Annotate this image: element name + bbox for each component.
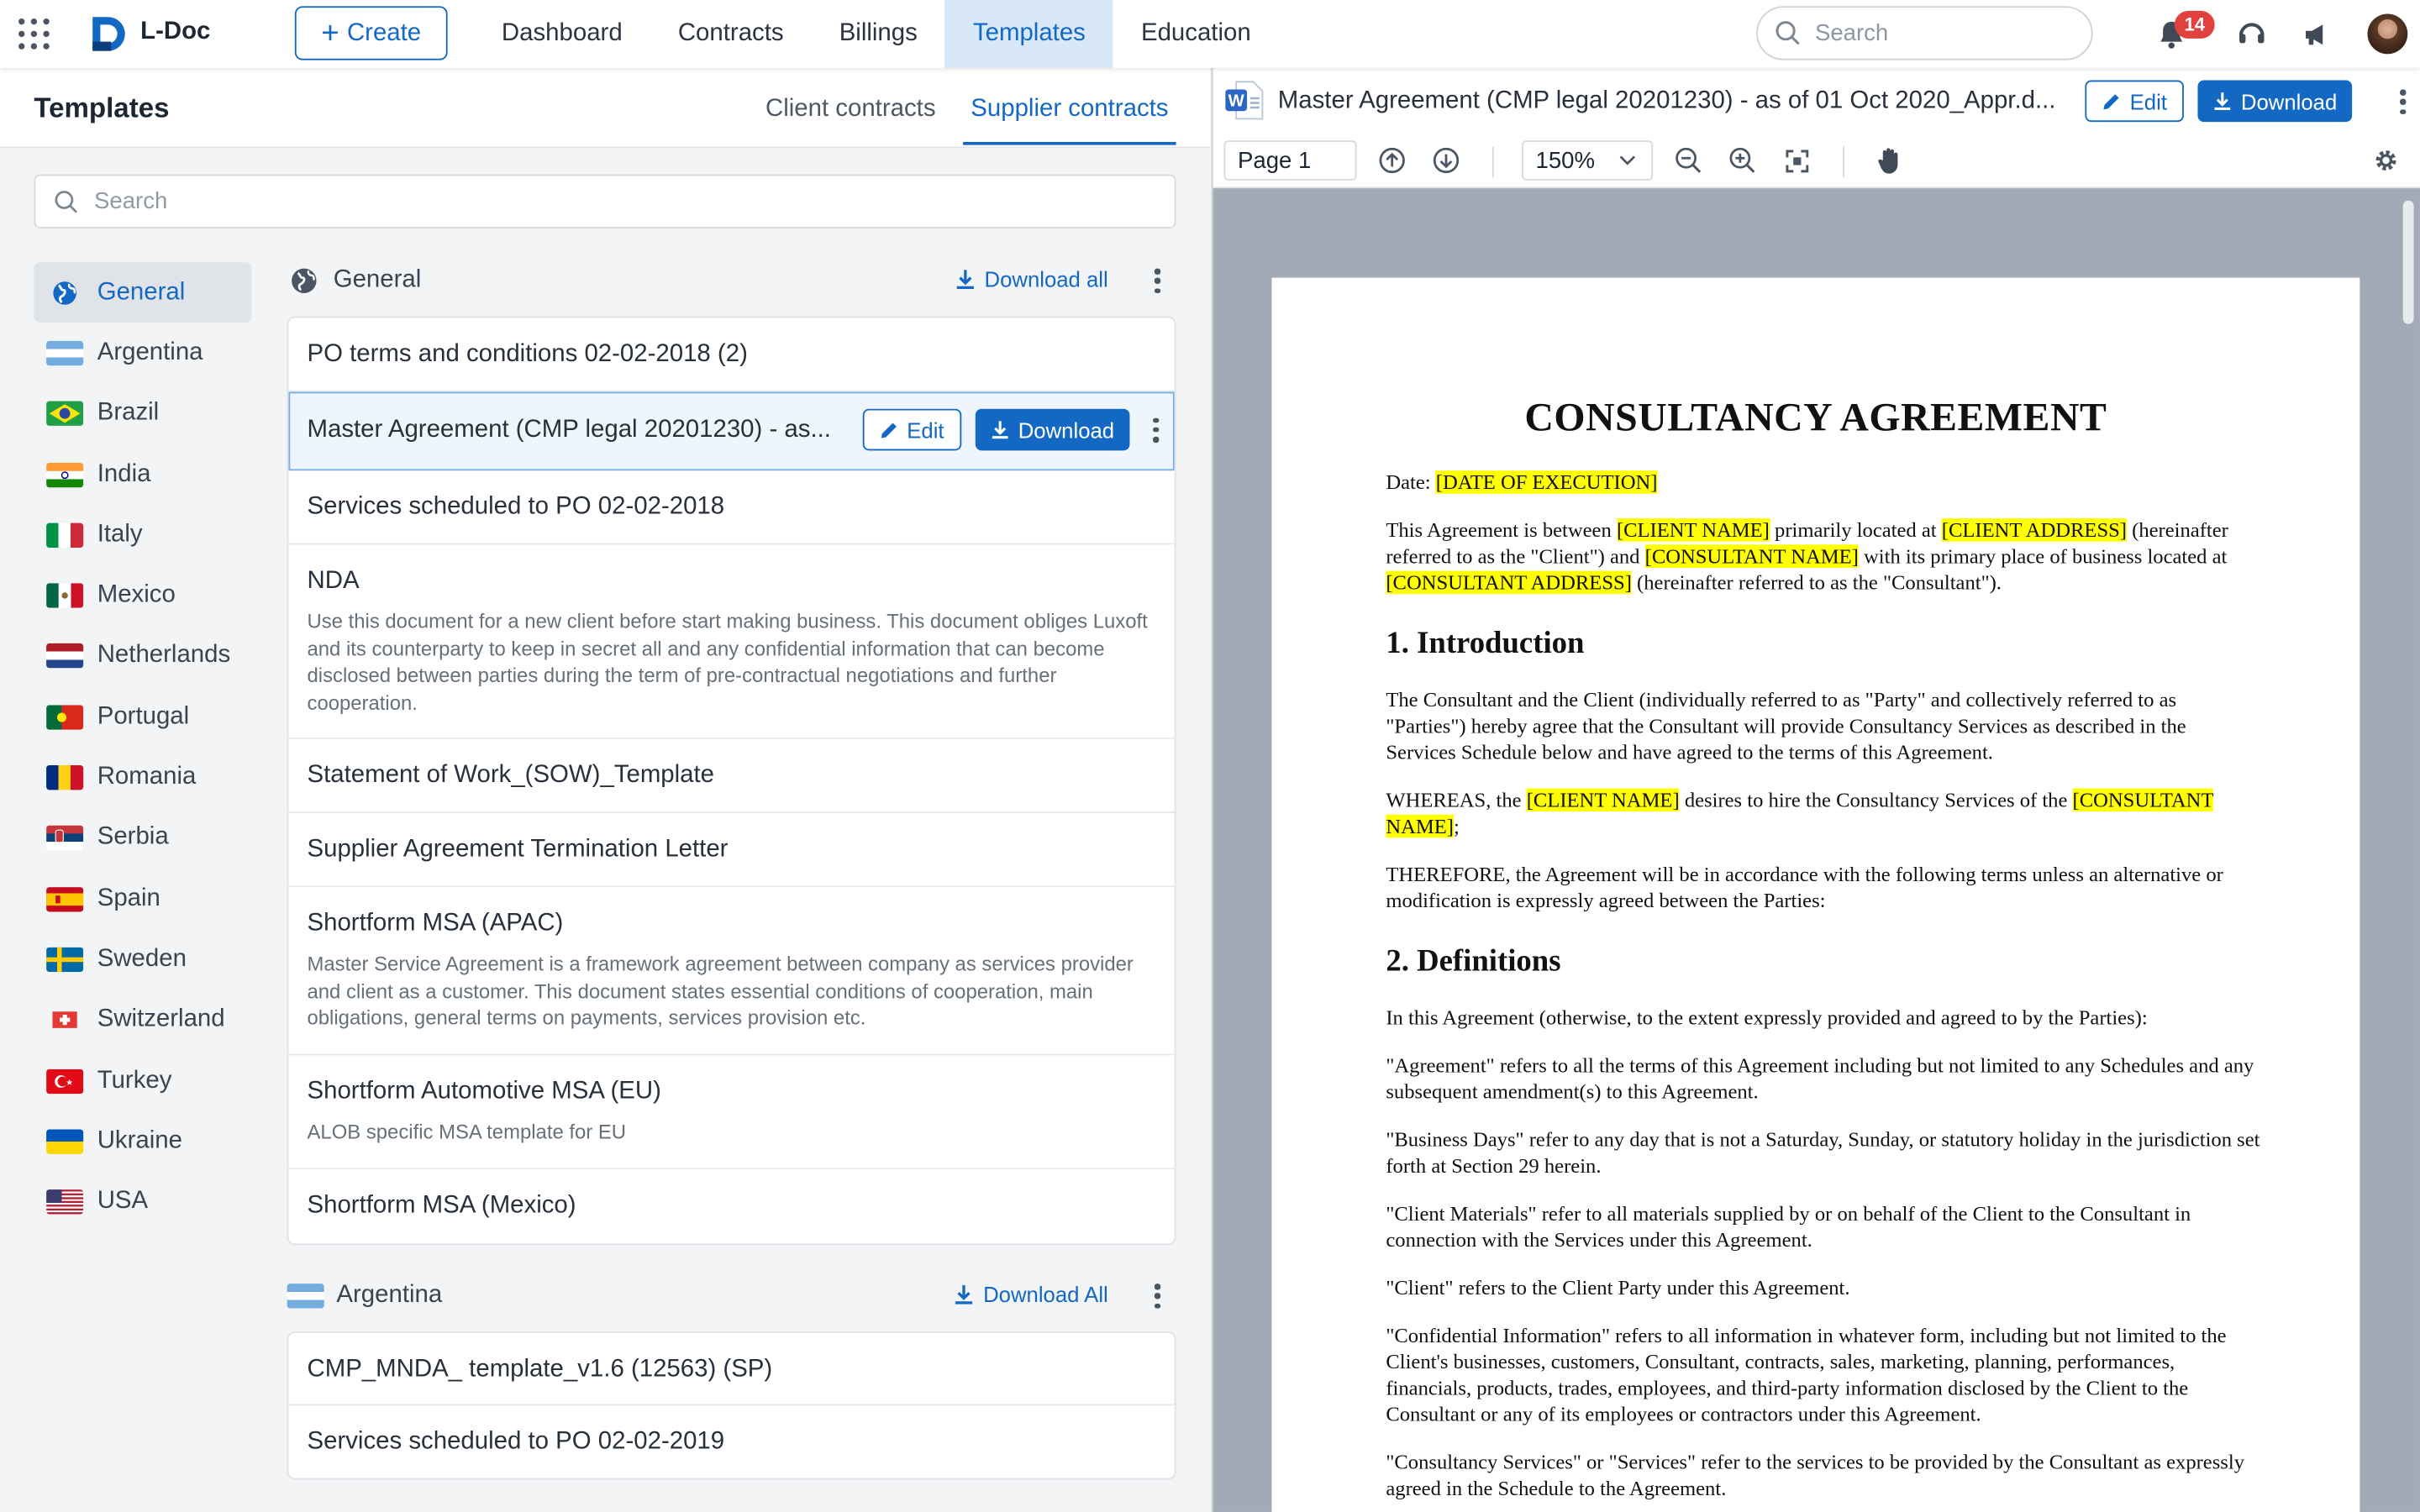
flag-turkey-icon bbox=[46, 1068, 83, 1093]
doc-paragraph: "Client" refers to the Client Party under this Agreement. bbox=[1386, 1275, 1850, 1299]
fullscreen-icon[interactable] bbox=[1781, 145, 1812, 176]
group-header-argentina bbox=[287, 1276, 1176, 1316]
flag-spain-icon bbox=[46, 886, 83, 911]
country-label: Switzerland bbox=[97, 1005, 225, 1033]
group-title: General bbox=[333, 266, 422, 293]
flag-mexico-icon bbox=[46, 584, 83, 608]
create-button[interactable] bbox=[295, 6, 448, 60]
more-vertical-icon[interactable] bbox=[1155, 1284, 1160, 1308]
flag-brazil-icon bbox=[46, 402, 83, 426]
doc-paragraph: "Confidential Information" refers to all information in whatever form, including but not limited to the Client's businesses, customers, Consultant, contracts, sales, marketing, planning, performances, financials, products, trades, employees, and third-party information disclosed by the Client to the Consultant or any of its employees or contractors under this Agreement. bbox=[1386, 1323, 2227, 1426]
main-nav bbox=[474, 0, 1279, 68]
flag-sweden-icon bbox=[46, 948, 83, 972]
document-page bbox=[1271, 278, 2360, 1512]
app-grid-icon[interactable] bbox=[18, 18, 50, 50]
templates-panel bbox=[0, 68, 1210, 1512]
svg-text:W: W bbox=[1228, 92, 1244, 111]
country-item-switzerland[interactable] bbox=[34, 990, 251, 1050]
country-item-italy[interactable] bbox=[34, 505, 251, 565]
download-icon bbox=[955, 269, 976, 291]
globe-icon bbox=[46, 281, 83, 305]
download-icon bbox=[954, 1284, 974, 1305]
template-row[interactable] bbox=[288, 470, 1174, 544]
country-label: Italy bbox=[97, 521, 143, 548]
more-vertical-icon[interactable] bbox=[1153, 417, 1159, 442]
doc-paragraph: "Client Materials" refer to all materials supplied by or on behalf of the Client to the Consultant in connection with the Services under this Agreement. bbox=[1386, 1201, 2191, 1252]
viewer-edit-label: Edit bbox=[2129, 88, 2167, 113]
notification-badge: 14 bbox=[2175, 11, 2215, 39]
document-heading: CONSULTANCY AGREEMENT bbox=[1524, 395, 2107, 440]
country-label: USA bbox=[97, 1188, 149, 1215]
global-search-input[interactable] bbox=[1756, 6, 2092, 60]
viewer-edit-button[interactable] bbox=[2085, 81, 2184, 123]
download-icon bbox=[2213, 91, 2232, 111]
country-label: Mexico bbox=[97, 581, 176, 608]
zoom-in-icon[interactable] bbox=[1727, 145, 1758, 176]
country-label: General bbox=[97, 278, 186, 306]
doc-text: ; bbox=[1453, 814, 1460, 838]
word-file-icon bbox=[1224, 81, 1265, 121]
placeholder-field: [CONSULTANT NAME] bbox=[1386, 788, 2214, 838]
country-item-ukraine[interactable] bbox=[34, 1111, 251, 1172]
template-title: Master Agreement (CMP legal 20201230) - as... bbox=[307, 416, 831, 444]
country-list bbox=[34, 262, 251, 1232]
zoom-value: 150% bbox=[1535, 147, 1595, 174]
gear-icon[interactable] bbox=[2370, 145, 2402, 176]
template-title: Services scheduled to PO 02-02-2019 bbox=[307, 1428, 725, 1456]
country-label: Argentina bbox=[97, 339, 203, 366]
viewer-header bbox=[1213, 68, 2420, 138]
template-description: Use this document for a new client before start making business. This document obliges Luxoft and its counterparty to keep in secret all and any confidential information that can become disclosed between parties during the term of pre-contractual negotiations and further cooperation. bbox=[307, 609, 1148, 714]
doc-text: (hereinafter referred to as the "Client") and bbox=[1386, 518, 2228, 568]
doc-text: with its primary place of business located at bbox=[1858, 544, 2228, 568]
doc-paragraph: THEREFORE, the Agreement will be in accordance with the following terms unless an alternative or modification is expressly agreed between the Parties: bbox=[1386, 862, 2223, 912]
doc-text: This Agreement is between bbox=[1386, 518, 1617, 542]
download-all-button[interactable] bbox=[955, 267, 1108, 291]
doc-section-heading: 2. Definitions bbox=[1386, 944, 1561, 979]
doc-paragraph-whereas bbox=[1386, 787, 2260, 839]
template-row-selected[interactable] bbox=[288, 392, 1174, 471]
nav-education[interactable]: Education bbox=[1140, 19, 1251, 47]
download-icon bbox=[991, 420, 1009, 440]
tab-client-contracts[interactable]: Client contracts bbox=[765, 95, 936, 123]
flag-switzerland-icon bbox=[52, 1008, 76, 1032]
template-title: Supplier Agreement Termination Letter bbox=[307, 836, 729, 863]
pencil-icon bbox=[2102, 92, 2121, 110]
pencil-icon bbox=[879, 421, 897, 439]
nav-dashboard[interactable]: Dashboard bbox=[501, 19, 623, 47]
viewer-scrollbar[interactable] bbox=[2403, 201, 2414, 324]
country-label: Netherlands bbox=[97, 642, 231, 669]
support-icon[interactable] bbox=[2235, 17, 2269, 50]
download-all-label: Download All bbox=[983, 1282, 1108, 1307]
placeholder-field: [CLIENT NAME] bbox=[1526, 788, 1680, 812]
template-row[interactable] bbox=[288, 887, 1174, 1055]
flag-italy-icon bbox=[46, 522, 83, 547]
row-edit-label: Edit bbox=[907, 417, 944, 443]
chevron-down-icon bbox=[1619, 155, 1636, 167]
search-icon bbox=[1775, 20, 1801, 46]
group-header-general bbox=[287, 260, 1176, 301]
page-title: Templates bbox=[34, 92, 170, 123]
country-label: Ukraine bbox=[97, 1127, 182, 1154]
tab-supplier-contracts[interactable]: Supplier contracts bbox=[971, 95, 1169, 123]
download-all-button[interactable] bbox=[954, 1282, 1108, 1306]
flag-usa-icon bbox=[46, 1189, 83, 1214]
doc-text: desires to hire the Consultancy Services of the bbox=[1679, 788, 2073, 812]
template-row[interactable] bbox=[288, 1169, 1174, 1243]
document-viewer bbox=[1212, 68, 2420, 1512]
viewer-download-button[interactable] bbox=[2197, 81, 2352, 123]
country-item-romania[interactable] bbox=[34, 748, 251, 808]
template-row[interactable] bbox=[288, 544, 1174, 738]
doc-paragraph-date bbox=[1386, 469, 2260, 495]
doc-paragraph: "Business Days" refer to any day that is not a Saturday, Sunday, or statutory holiday in the jurisdiction set forth at Section 29 herein. bbox=[1386, 1127, 2260, 1178]
arrow-up-icon[interactable] bbox=[1376, 145, 1407, 176]
doc-paragraph: The Consultant and the Client (individually referred to as "Party" and collectively referred to as "Parties") hereby agree that the Consultant will provide Consultancy Services as described in the Services Schedule below and have agreed to the terms of this Agreement. bbox=[1386, 688, 2186, 764]
search-icon bbox=[54, 189, 78, 213]
doc-text: (hereinafter referred to as the "Consultant"). bbox=[1631, 570, 2002, 595]
plus-icon: + bbox=[321, 16, 339, 50]
template-title: Shortform Automotive MSA (EU) bbox=[307, 1078, 661, 1105]
template-title: Services scheduled to PO 02-02-2018 bbox=[307, 493, 725, 520]
doc-text: primarily located at bbox=[1769, 518, 1942, 542]
page-number-input[interactable]: Page 1 bbox=[1224, 140, 1357, 181]
more-vertical-icon[interactable] bbox=[2400, 90, 2406, 114]
template-description: ALOB specific MSA template for EU bbox=[307, 1120, 627, 1143]
template-title: CMP_MNDA_ template_v1.6 (12563) (SP) bbox=[307, 1356, 773, 1383]
zoom-out-icon[interactable] bbox=[1673, 145, 1704, 176]
user-avatar[interactable] bbox=[2367, 14, 2407, 55]
country-label: Sweden bbox=[97, 945, 187, 972]
row-download-label: Download bbox=[1018, 417, 1115, 443]
template-list-general bbox=[287, 317, 1176, 1246]
placeholder-field: [CLIENT ADDRESS] bbox=[1941, 518, 2128, 542]
template-description: Master Service Agreement is a framework agreement between company as services provider and client as a customer. This document states essential conditions of cooperation, main obligations, general terms on payments, services provision etc. bbox=[307, 952, 1134, 1030]
country-item-spain[interactable] bbox=[34, 869, 251, 929]
templates-header bbox=[0, 68, 1210, 149]
template-title: PO terms and conditions 02-02-2018 (2) bbox=[307, 340, 748, 368]
nav-templates[interactable]: Templates bbox=[945, 0, 1113, 68]
template-row[interactable] bbox=[288, 739, 1174, 813]
country-item-mexico[interactable] bbox=[34, 565, 251, 626]
country-item-serbia[interactable] bbox=[34, 808, 251, 869]
country-label: Serbia bbox=[97, 824, 169, 851]
more-vertical-icon[interactable] bbox=[1155, 269, 1160, 293]
flag-portugal-icon bbox=[46, 705, 83, 729]
create-button-label: Create bbox=[346, 18, 422, 46]
doc-text: Date: bbox=[1386, 470, 1436, 494]
template-title: Statement of Work_(SOW)_Template bbox=[307, 762, 715, 789]
doc-paragraph: In this Agreement (otherwise, to the extent expressly provided and agreed to by the Parties): bbox=[1386, 1005, 2148, 1030]
hand-tool-icon[interactable] bbox=[1874, 145, 1905, 176]
globe-icon bbox=[290, 267, 318, 295]
template-title: Shortform MSA (APAC) bbox=[307, 910, 564, 937]
ldoc-logo-icon bbox=[88, 14, 129, 55]
placeholder-field: [CONSULTANT NAME] bbox=[1644, 544, 1859, 568]
template-title: NDA bbox=[307, 567, 360, 595]
templates-search-placeholder: Search bbox=[94, 188, 168, 215]
flag-argentina-icon bbox=[46, 341, 83, 365]
country-item-india[interactable] bbox=[34, 444, 251, 505]
flag-argentina-icon bbox=[287, 1284, 324, 1308]
templates-search-input[interactable] bbox=[34, 175, 1176, 228]
country-item-general[interactable] bbox=[34, 262, 251, 323]
placeholder-field: [CONSULTANT ADDRESS] bbox=[1386, 570, 1632, 595]
country-label: Romania bbox=[97, 764, 197, 790]
doc-text: WHEREAS, the bbox=[1386, 788, 1527, 812]
arrow-down-icon[interactable] bbox=[1431, 145, 1462, 176]
country-label: India bbox=[97, 460, 151, 487]
flag-ukraine-icon bbox=[46, 1129, 83, 1153]
global-search-placeholder: Search bbox=[1814, 19, 1889, 47]
country-item-turkey[interactable] bbox=[34, 1051, 251, 1111]
flag-serbia-icon bbox=[46, 826, 83, 850]
country-label: Turkey bbox=[97, 1067, 172, 1094]
document-title: Master Agreement (CMP legal 20201230) - as of 01 Oct 2020_Appr.d... bbox=[1277, 87, 2056, 114]
country-label: Brazil bbox=[97, 400, 160, 427]
download-all-label: Download all bbox=[984, 266, 1108, 292]
megaphone-icon[interactable] bbox=[2300, 17, 2333, 50]
flag-netherlands-icon bbox=[46, 644, 83, 669]
nav-billings[interactable]: Billings bbox=[839, 19, 918, 47]
country-item-sweden[interactable] bbox=[34, 929, 251, 990]
country-label: Spain bbox=[97, 885, 160, 911]
template-row[interactable] bbox=[288, 1055, 1174, 1169]
doc-paragraph: "Agreement" refers to all the terms of this Agreement including but not limited to any Schedules and any subsequent amendment(s) to this Agreement. bbox=[1386, 1053, 2254, 1104]
flag-india-icon bbox=[46, 462, 83, 486]
country-item-portugal[interactable] bbox=[34, 686, 251, 747]
placeholder-field: [CLIENT NAME] bbox=[1616, 518, 1770, 542]
country-label: Portugal bbox=[97, 703, 190, 730]
template-row[interactable] bbox=[288, 813, 1174, 887]
brand-name: L-Doc bbox=[140, 18, 211, 45]
template-row[interactable] bbox=[288, 1405, 1174, 1478]
template-list-argentina bbox=[287, 1331, 1176, 1479]
country-item-brazil[interactable] bbox=[34, 384, 251, 444]
template-title: Shortform MSA (Mexico) bbox=[307, 1192, 576, 1219]
active-tab-underline bbox=[963, 142, 1176, 145]
row-actions bbox=[862, 409, 1159, 451]
country-item-netherlands[interactable] bbox=[34, 626, 251, 686]
flag-romania-icon bbox=[46, 765, 83, 790]
nav-contracts[interactable]: Contracts bbox=[677, 19, 784, 47]
template-row[interactable] bbox=[288, 1333, 1174, 1405]
template-row[interactable] bbox=[288, 318, 1174, 391]
viewer-download-label: Download bbox=[2240, 88, 2338, 113]
top-bar bbox=[0, 0, 2420, 68]
row-download-button[interactable] bbox=[975, 409, 1129, 451]
placeholder-field: [DATE OF EXECUTION] bbox=[1435, 470, 1658, 494]
country-item-usa[interactable] bbox=[34, 1172, 251, 1232]
zoom-select[interactable] bbox=[1522, 140, 1653, 181]
country-item-argentina[interactable] bbox=[34, 323, 251, 383]
toolbar-divider bbox=[1492, 146, 1494, 177]
row-edit-button[interactable] bbox=[862, 409, 961, 451]
doc-paragraph-parties bbox=[1386, 517, 2260, 596]
toolbar-divider bbox=[1843, 146, 1844, 177]
viewer-toolbar bbox=[1213, 137, 2420, 188]
group-title: Argentina bbox=[336, 1282, 443, 1309]
doc-section-heading: 1. Introduction bbox=[1386, 626, 1585, 661]
doc-paragraph: "Consultancy Services" or "Services" refer to the services to be provided by the Consultant as expressly agreed in the Schedule to the Agreement. bbox=[1386, 1450, 2244, 1500]
